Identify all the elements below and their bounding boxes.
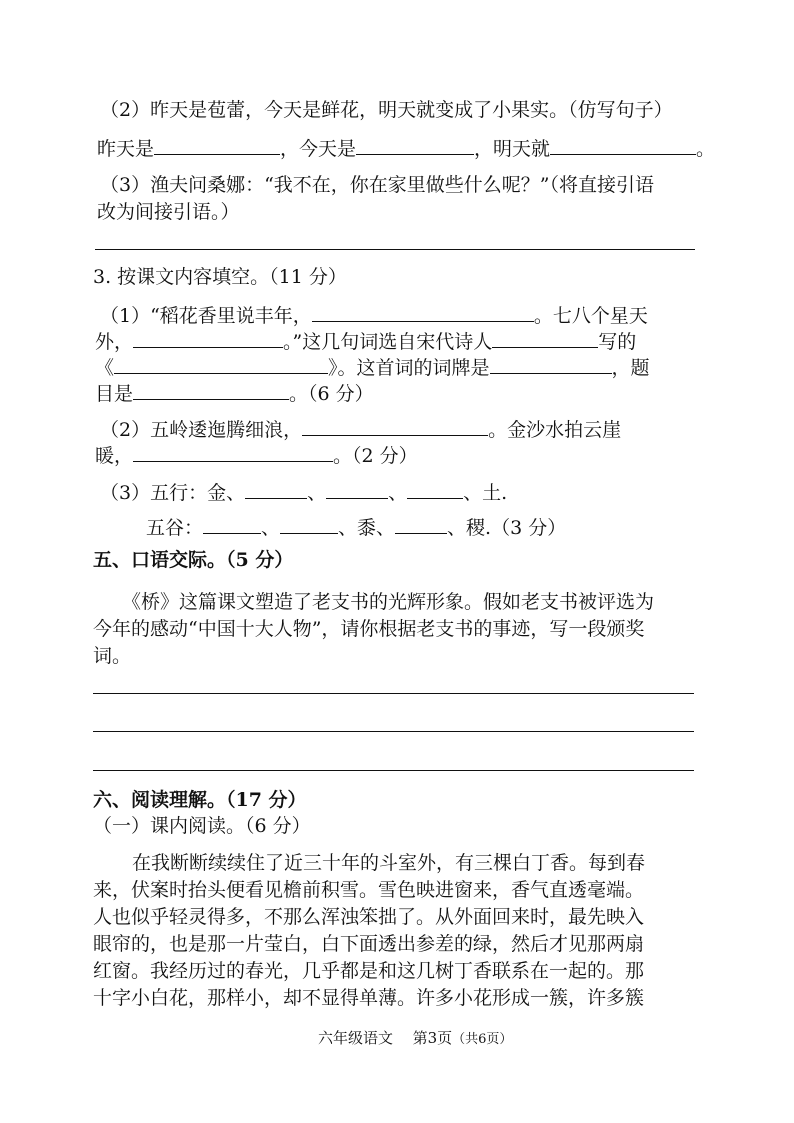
sec5-para-2: 今年的感动“中国十大人物”，请你根据老支书的事迹，写一段颁奖 [93, 618, 645, 640]
sec5-answer-rule-1[interactable] [93, 693, 694, 694]
q2-text-b: ，今天是 [280, 138, 357, 160]
q2-blank-2[interactable] [356, 136, 474, 155]
page-footer [318, 1027, 512, 1048]
footer-total-pages: （共6页） [452, 1032, 513, 1047]
sec3-l3-text-2: 》。这首词的词牌是 [328, 357, 490, 379]
q2-text-c: ，明天就 [474, 138, 551, 160]
sec5-answer-rule-3[interactable] [93, 770, 694, 771]
passage-line: 在我断断续续住了近三十年的斗室外，有三棵白丁香。每到春 [132, 852, 646, 874]
q3-prompt-1: （3）渔夫问桑娜：“我不在，你在家里做些什么呢？”（将直接引语 [100, 174, 655, 196]
sec3-line-6 [95, 443, 418, 468]
sec3-l7-sep-2: 、 [388, 482, 408, 504]
sec3-l2-text-3: 写的 [598, 331, 637, 353]
sec3-l4-text: 目是 [95, 383, 134, 405]
sec3-blank-9[interactable] [245, 480, 307, 499]
q3-answer-rule[interactable] [95, 249, 695, 250]
sec3-l7-text: （3）五行：金、 [100, 482, 246, 504]
sec3-l4-text-2: 。（6 分） [289, 383, 374, 405]
sec3-l7-sep-1: 、 [307, 482, 327, 504]
sec3-l2-text: 外， [95, 331, 134, 353]
q3-prompt-2: 改为间接引语。） [97, 201, 240, 223]
footer-subject: 六年级语文 [318, 1029, 394, 1047]
footer-page-number: 第3页 [412, 1029, 453, 1047]
sec3-title: 3. 按课文内容填空。（11 分） [93, 266, 347, 288]
sec3-blank-7[interactable] [302, 417, 488, 436]
sec5-para-1: 《桥》这篇课文塑造了老支书的光辉形象。假如老支书被评选为 [122, 591, 655, 613]
sec3-l7-end: 、土. [463, 482, 508, 504]
sec3-blank-5[interactable] [490, 355, 612, 374]
sec3-l1-text-2: 。七八个星天 [533, 305, 648, 327]
q2-blank-1[interactable] [154, 136, 280, 155]
sec5-answer-rule-2[interactable] [93, 731, 694, 732]
sec3-blank-2[interactable] [133, 329, 283, 348]
sec3-line-5 [100, 417, 621, 442]
sec3-line-2 [95, 329, 636, 354]
sec3-l5-text: （2）五岭逶迤腾细浪， [100, 419, 303, 441]
sec3-l8-text-3: 、稷.（3 分） [447, 517, 567, 539]
sec3-blank-13[interactable] [280, 515, 338, 534]
sec3-blank-14[interactable] [395, 515, 447, 534]
passage-line: 人也似乎轻灵得多，不那么浑浊笨拙了。从外面回来时，最先映入 [93, 906, 645, 928]
sec3-l3-text-3: ，题 [611, 357, 650, 379]
passage-line: 眼帘的，也是那一片莹白，白下面透出参差的绿，然后才见那两扇 [93, 933, 645, 955]
sec3-line-8 [146, 515, 566, 540]
sec6-subtitle: （一）课内阅读。（6 分） [93, 815, 311, 837]
passage-line: 红窗。我经历过的春光，几乎都是和这几树丁香联系在一起的。那 [93, 960, 645, 982]
sec5-title: 五、口语交际。（5 分） [93, 549, 294, 571]
sec3-l5-text-2: 。金沙水拍云崖 [488, 419, 622, 441]
sec3-l8-sep: 、 [261, 517, 281, 539]
sec3-blank-12[interactable] [203, 515, 261, 534]
sec3-l6-text-2: 。（2 分） [333, 445, 418, 467]
sec3-blank-6[interactable] [133, 381, 289, 400]
sec3-line-7 [100, 480, 507, 505]
sec3-l8-text-2: 、黍、 [338, 517, 396, 539]
sec3-l8-text: 五谷： [146, 517, 204, 539]
sec3-blank-3[interactable] [492, 329, 598, 348]
passage-line: 来，伏案时抬头便看见檐前积雪。雪色映进窗来，香气直透毫端。 [93, 879, 645, 901]
sec3-l3-text: 《 [95, 357, 115, 379]
sec3-blank-8[interactable] [133, 443, 333, 462]
q2-text-d: 。 [696, 138, 716, 160]
sec3-line-4 [95, 381, 374, 406]
sec3-blank-10[interactable] [326, 480, 388, 499]
sec3-line-1 [100, 303, 648, 328]
sec3-l1-text: （1）“稻花香里说丰年， [100, 305, 312, 327]
sec3-line-3 [95, 355, 650, 380]
sec3-blank-11[interactable] [407, 480, 463, 499]
sec3-l6-text: 暖， [95, 445, 134, 467]
sec6-title: 六、阅读理解。（17 分） [93, 789, 307, 811]
sec3-l2-text-2: 。”这几句词选自宋代诗人 [283, 331, 493, 353]
sec5-para-3: 词。 [93, 645, 132, 667]
sec3-blank-1[interactable] [312, 303, 534, 322]
q2-prompt: （2）昨天是苞蕾，今天是鲜花，明天就变成了小果实。（仿写句子） [100, 99, 673, 121]
q2-answer-line [97, 136, 715, 161]
q2-text-a: 昨天是 [97, 138, 155, 160]
passage-line: 十字小白花，那样小，却不显得单薄。许多小花形成一簇，许多簇 [93, 987, 645, 1009]
q2-blank-3[interactable] [550, 136, 696, 155]
sec3-blank-4[interactable] [114, 355, 328, 374]
